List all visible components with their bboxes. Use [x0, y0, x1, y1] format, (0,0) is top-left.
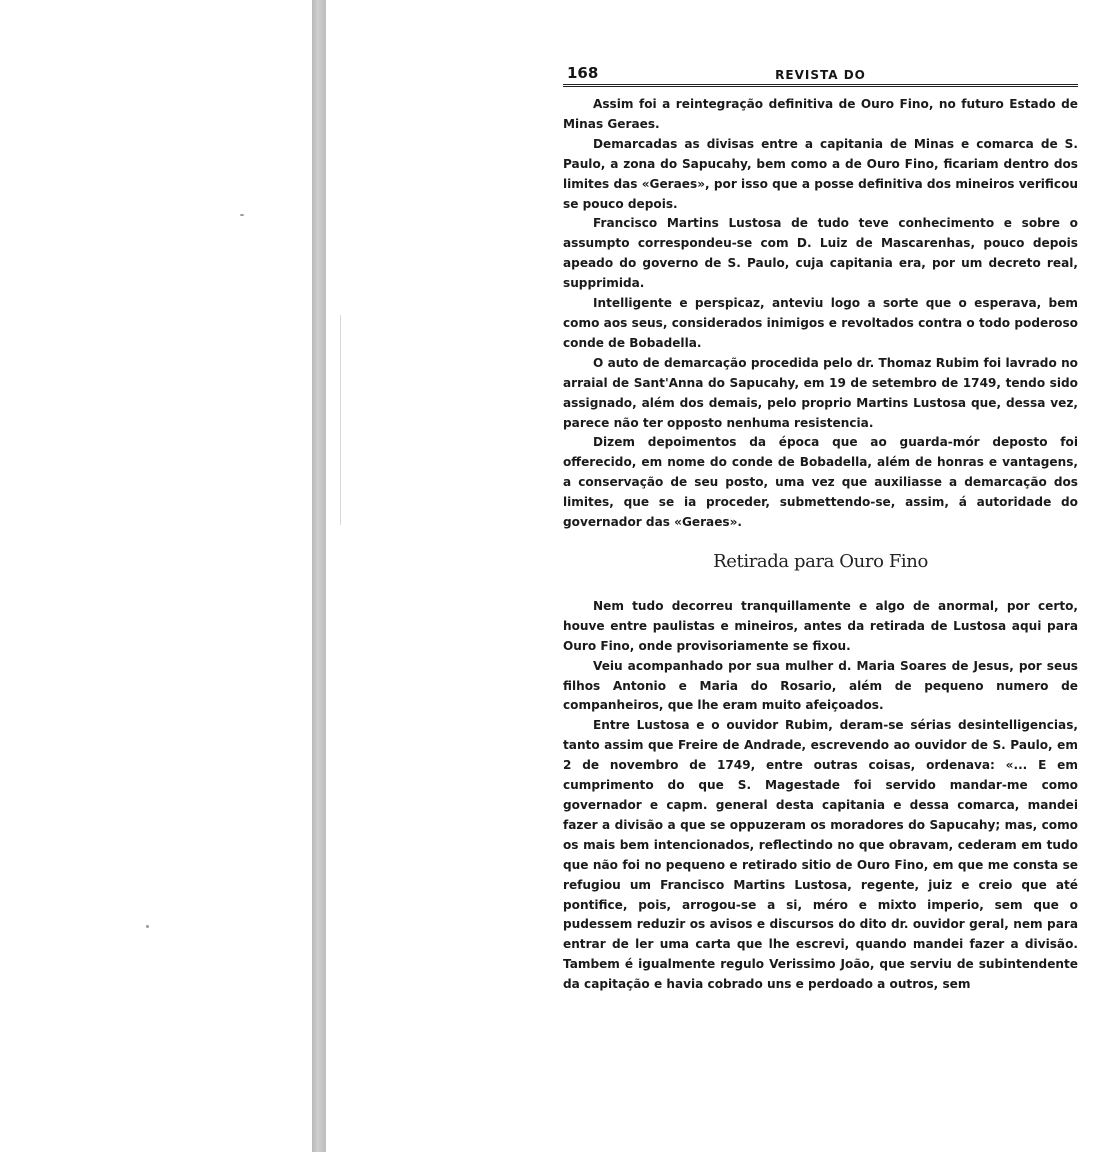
scan-speck: [240, 214, 244, 216]
page-header: [563, 62, 1078, 87]
paragraph: Intelligente e perspicaz, anteviu logo a sorte que o esperava, bem como aos seus, considerados inimigos e revoltados contra o todo poderoso conde de Bobadella.: [563, 296, 1078, 350]
paragraph: Dizem depoimentos da época que ao guarda-mór deposto foi offerecido, em nome do conde de Bobadella, além de honras e vantagens, a conservação de seu posto, uma vez que auxiliasse a demarcação dos limites, que se ia proceder, submettendo-se, assim, á autoridade do governador das «Geraes».: [563, 435, 1078, 530]
page-number: 168: [567, 64, 599, 82]
paragraph: Nem tudo decorreu tranquillamente e algo de anormal, por certo, houve entre paulistas e mineiros, antes da retirada de Lustosa aqui para Ouro Fino, onde provisoriamente se fixou.: [563, 598, 1078, 653]
paragraph: Demarcadas as divisas entre a capitania de Minas e comarca de S. Paulo, a zona do Sapucahy, bem como a de Ouro Fino, ficariam dentro dos limites das «Geraes», por isso que a posse definitiva dos mineiros verificou se pouco depois.: [563, 136, 1078, 211]
running-head: REVISTA DO: [775, 68, 866, 82]
text-block-demarcation: [563, 95, 1078, 533]
paragraph: Veiu acompanhado por sua mulher d. Maria Soares de Jesus, por seus filhos Antonio e Maria do Rosario, além de pequeno numero de companheiros, que lhe eram muito afeiçoados.: [563, 658, 1078, 713]
gutter-line: [340, 315, 341, 525]
paragraph: Francisco Martins Lustosa de tudo teve conhecimento e sobre o assumpto correspondeu-se com D. Luiz de Mascarenhas, pouco depois apeado do governo de S. Paulo, cuja capitania era, por um decreto real, supprimida.: [563, 216, 1078, 291]
paragraph: Assim foi a reintegração definitiva de Ouro Fino, no futuro Estado de Minas Geraes.: [563, 97, 1078, 131]
binding-gutter-shadow: [312, 0, 326, 1152]
scan-speck: [146, 925, 149, 928]
paragraph: O auto de demarcação procedida pelo dr. Thomaz Rubim foi lavrado no arraial de Sant'Anna do Sapucahy, em 19 de setembro de 1749, tendo sido assignado, além dos demais, pelo proprio Martins Lustosa que, dessa vez, parece não ter opposto nenhuma resistencia.: [563, 355, 1078, 430]
book-page: [563, 62, 1078, 995]
text-block-retirada: [563, 597, 1078, 995]
paragraph: Entre Lustosa e o ouvidor Rubim, deram-se sérias desintelligencias, tanto assim que Freire de Andrade, escrevendo ao ouvidor de S. Paulo, em 2 de novembro de 1749, entre outras coisas, ordenava: «... E em cumprimento do que S. Magestade foi servido mandar-me como governador e capm. general desta capitania e dessa comarca, mandei fazer a divisão a que se oppuzeram os moradores do Sapucahy; mas, como os mais bem intencionados, reflectindo no que obravam, cederam em tudo que não foi no pequeno e retirado sitio de Ouro Fino, em que me consta se refugiou um Francisco Martins Lustosa, regente, juiz e creio que até pontifice, pois, arrogou-se a si, méro e mixto imperio, sem que o pudessem reduzir os avisos e discursos do dito dr. ouvidor geral, nem para entrar de ler uma carta que lhe escrevi, quando mandei fazer a divisão. Tambem é igualmente regulo Verissimo João, que serviu de subintendente da capitação e havia cobrado uns e perdoado a outros, sem: [563, 718, 1078, 992]
section-heading: Retirada para Ouro Fino: [713, 550, 928, 572]
